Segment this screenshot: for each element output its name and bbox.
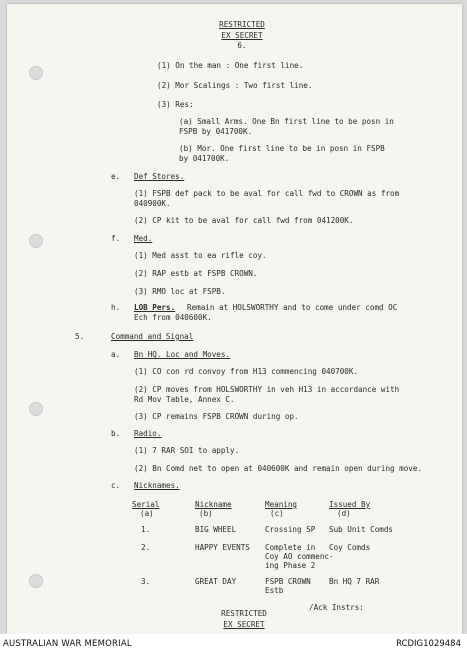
section-number: 5. <box>75 332 85 341</box>
list-item-cont: 040900K. <box>134 199 171 208</box>
list-item: (3) CP remains FSPB CROWN during op. <box>134 412 299 421</box>
continuation-note: /Ack Instrs: <box>309 603 364 612</box>
list-item-cont: by 041700K. <box>179 154 230 163</box>
section-title: LOB Pers. <box>134 303 176 312</box>
table-cell: ing Phase 2 <box>265 561 316 570</box>
list-item: (a) Small Arms. One Bn first line to be posn in <box>179 117 394 126</box>
section-letter: h. <box>111 303 121 312</box>
section-letter: b. <box>111 429 121 438</box>
section-letter: a. <box>111 350 121 359</box>
list-item: (1) FSPB def pack to be aval for call fwd to CROWN as from <box>134 189 400 198</box>
table-cell: GREAT DAY <box>195 577 237 586</box>
list-item: (2) Bn Comd net to open at 040600K and remain open during move. <box>134 464 423 473</box>
table-cell: 3. <box>141 577 151 586</box>
section-letter: c. <box>111 481 121 490</box>
secret-footer: EX SECRET <box>223 620 265 629</box>
table-header: Serial <box>132 500 160 509</box>
punch-hole <box>29 402 43 416</box>
table-cell: Coy Comds <box>329 543 371 552</box>
list-item: (b) Mor. One first line to be in posn in FSPB <box>179 144 385 153</box>
punch-hole <box>29 234 43 248</box>
section-title: Radio. <box>134 429 162 438</box>
punch-hole <box>29 66 43 80</box>
paragraph-text: Remain at HOLSWORTHY and to come under comd OC <box>187 303 398 312</box>
table-header: Issued By <box>329 500 371 509</box>
list-item: (1) CO con rd convoy from H13 commencing 040700K. <box>134 367 359 376</box>
list-item: (3) Res: <box>157 100 194 109</box>
table-cell: BIG WHEEL <box>195 525 237 534</box>
list-item: (2) CP kit to be aval for call fwd from 041200K. <box>134 216 354 225</box>
list-item: (1) 7 RAR SOI to apply. <box>134 446 240 455</box>
archive-name: AUSTRALIAN WAR MEMORIAL <box>3 639 132 649</box>
table-subheader: (d) <box>337 509 351 518</box>
table-subheader: (a) <box>140 509 154 518</box>
document-page <box>7 4 462 634</box>
list-item: (1) On the man : One first line. <box>157 61 304 70</box>
list-item: (2) Mor Scalings : Two first line. <box>157 81 313 90</box>
list-item-cont: FSPB by 041700K. <box>179 127 253 136</box>
secret-header: EX SECRET <box>221 31 263 40</box>
section-letter: e. <box>111 172 121 181</box>
punch-hole <box>29 574 43 588</box>
table-subheader: (b) <box>199 509 213 518</box>
table-cell: Sub Unit Comds <box>329 525 394 534</box>
section-title: Def Stores. <box>134 172 185 181</box>
list-item-cont: Rd Mov Table, Annex C. <box>134 395 235 404</box>
table-cell: FSPB CROWN <box>265 577 311 586</box>
section-letter: f. <box>111 234 121 243</box>
table-cell: Bn HQ 7 RAR <box>329 577 380 586</box>
table-cell: 2. <box>141 543 151 552</box>
list-item: (2) CP moves from HOLSWORTHY in veh H13 in accordance with <box>134 385 400 394</box>
paragraph-text: Ech from 040600K. <box>134 313 212 322</box>
table-cell: Estb <box>265 586 284 595</box>
table-cell: HAPPY EVENTS <box>195 543 250 552</box>
classification-footer: RESTRICTED <box>221 609 267 618</box>
classification-header: RESTRICTED <box>219 20 265 29</box>
table-header: Meaning <box>265 500 298 509</box>
table-cell: Coy AO commenc- <box>265 552 334 561</box>
list-item: (3) RMO loc at FSPB. <box>134 287 226 296</box>
archive-footer <box>0 634 467 654</box>
table-subheader: (c) <box>270 509 284 518</box>
section-title: Command and Signal <box>111 332 194 341</box>
table-header: Nickname <box>195 500 232 509</box>
list-item: (2) RAP estb at FSPB CROWN. <box>134 269 258 278</box>
page-number: 6. <box>237 41 247 50</box>
table-cell: Complete in <box>265 543 316 552</box>
table-cell: 1. <box>141 525 151 534</box>
table-cell: Crossing SP <box>265 525 316 534</box>
archive-id: RCDIG1029484 <box>396 639 461 649</box>
section-title: Nicknames. <box>134 481 180 490</box>
list-item: (1) Med asst to ea rifle coy. <box>134 251 267 260</box>
section-title: Med. <box>134 234 153 243</box>
section-title: Bn HQ. Loc and Moves. <box>134 350 231 359</box>
